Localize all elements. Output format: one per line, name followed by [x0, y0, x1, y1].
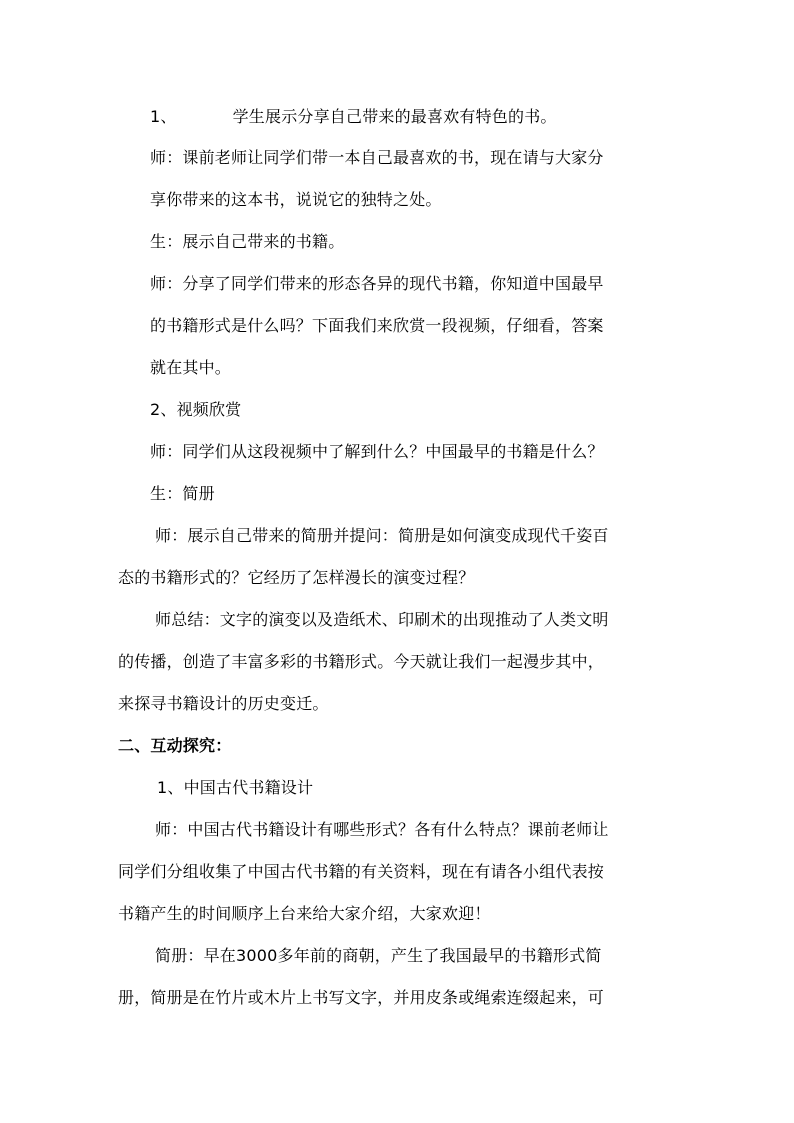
section-heading: 二、互动探究： [118, 736, 232, 755]
list-number: 1、 [150, 107, 177, 126]
paragraph-line: 的传播，创造了丰富多彩的书籍形式。今天就让我们一起漫步其中， [118, 652, 605, 671]
paragraph-line: 生：简册 [150, 484, 215, 503]
paragraph-line: 来探寻书籍设计的历史变迁。 [118, 694, 329, 713]
paragraph-line: 册，简册是在竹片或木片上书写文字，并用皮条或绳索连缀起来，可 [118, 988, 605, 1007]
paragraph-line: 师：展示自己带来的简册并提问：简册是如何演变成现代千姿百 [155, 526, 609, 545]
list-item-2: 2、视频欣赏 [150, 400, 242, 419]
paragraph-line: 享你带来的这本书，说说它的独特之处。 [150, 190, 442, 209]
paragraph-line: 师：课前老师让同学们带一本自己最喜欢的书，现在请与大家分 [150, 148, 604, 167]
paragraph-line: 的书籍形式是什么吗？下面我们来欣赏一段视频，仔细看，答案 [150, 316, 604, 335]
subsection-title: 1、中国古代书籍设计 [157, 778, 314, 797]
list-item-text: 学生展示分享自己带来的最喜欢有特色的书。 [232, 107, 557, 126]
paragraph-line: 就在其中。 [150, 358, 232, 377]
paragraph-line: 师：分享了同学们带来的形态各异的现代书籍，你知道中国最早 [150, 274, 604, 293]
paragraph-line: 生：展示自己带来的书籍。 [150, 232, 345, 251]
paragraph-line: 同学们分组收集了中国古代书籍的有关资料，现在有请各小组代表按 [118, 862, 605, 881]
paragraph-line: 态的书籍形式的？它经历了怎样漫长的演变过程？ [118, 568, 475, 587]
paragraph-line: 简册：早在3000多年前的商朝，产生了我国最早的书籍形式简 [155, 946, 602, 965]
paragraph-line: 师总结：文字的演变以及造纸术、印刷术的出现推动了人类文明 [155, 610, 609, 629]
paragraph-line: 书籍产生的时间顺序上台来给大家介绍，大家欢迎！ [118, 904, 491, 923]
paragraph-line: 师：中国古代书籍设计有哪些形式？各有什么特点？课前老师让 [155, 820, 609, 839]
paragraph-line: 师：同学们从这段视频中了解到什么？中国最早的书籍是什么？ [150, 442, 604, 461]
list-item-1 [150, 107, 557, 127]
